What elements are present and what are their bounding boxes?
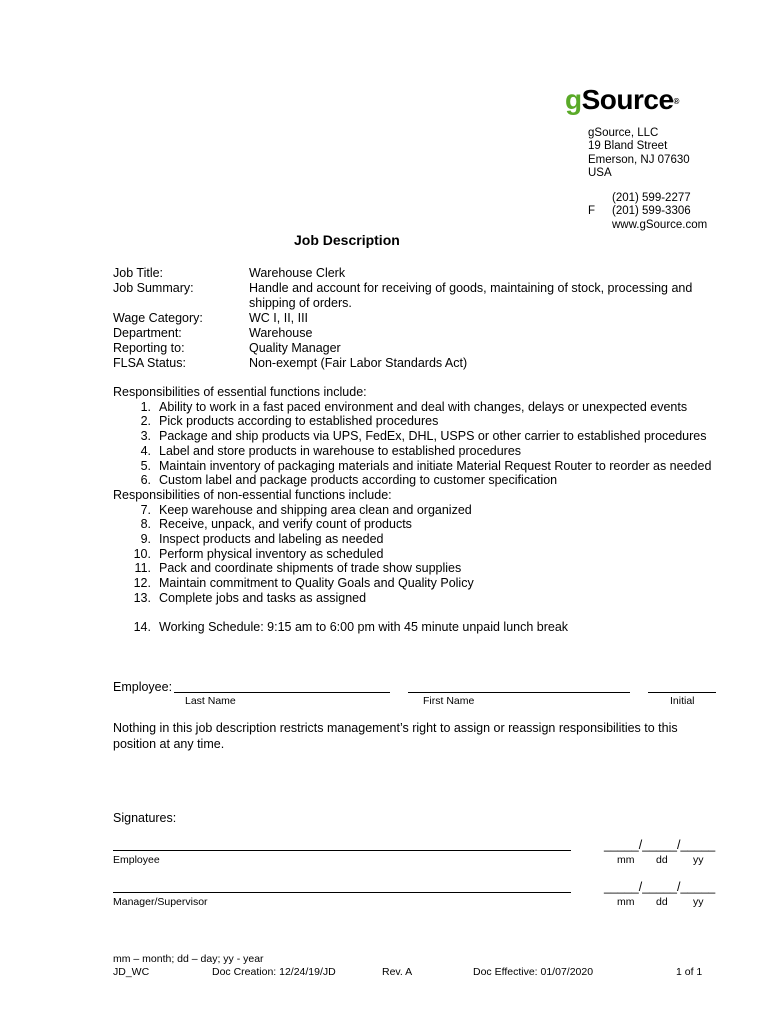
fax-label: F [588, 205, 596, 218]
list-item [113, 576, 711, 591]
mm-label: mm [617, 896, 635, 908]
list-item [113, 473, 711, 488]
item-text: Complete jobs and tasks as assigned [159, 590, 367, 605]
phone-line [588, 192, 707, 205]
item-number: 6. [140, 473, 151, 488]
item-text: Maintain commitment to Quality Goals and Quality Policy [159, 576, 474, 591]
logo-text: Source [581, 84, 674, 115]
field-value: Warehouse [249, 326, 313, 340]
list-item [113, 591, 711, 606]
item-text: Package and ship products via UPS, FedEx, DHL, USPS or other carrier to established procedures [159, 429, 707, 444]
field-job-title [113, 266, 704, 281]
employee-date-field[interactable]: _____/_____/_____ [604, 838, 716, 852]
signatures-heading: Signatures: [113, 811, 177, 825]
list-item [113, 532, 711, 547]
list-item [113, 459, 711, 474]
field-value: Quality Manager [249, 341, 341, 355]
item-number: 12. [133, 576, 151, 591]
list-item [113, 444, 711, 459]
date-legend: mm – month; dd – day; yy - year [113, 953, 264, 965]
field-value: Handle and account for receiving of goods, maintaining of stock, processing and shipping of orders. [249, 281, 693, 310]
employee-label: Employee: [113, 680, 173, 694]
dd-label: dd [656, 854, 668, 866]
fax-line [588, 205, 707, 218]
item-text: Custom label and package products according to customer specification [159, 473, 558, 488]
document-title: Job Description [294, 232, 400, 248]
item-text: Maintain inventory of packaging materials and initiate Material Request Router to reorder as needed [159, 458, 712, 473]
company-name: gSource, LLC [588, 127, 659, 139]
initial-caption: Initial [670, 695, 695, 707]
field-label: Wage Category: [113, 311, 203, 325]
nonessential-heading: Responsibilities of non-essential functions include: [113, 487, 392, 502]
item-number: 11. [134, 561, 151, 576]
first-name-caption: First Name [423, 695, 475, 707]
list-item [113, 400, 711, 415]
schedule-item [113, 620, 711, 635]
item-number: 3. [140, 429, 151, 444]
list-item [113, 429, 711, 444]
company-contact [588, 192, 707, 232]
doc-effective: Doc Effective: 01/07/2020 [473, 966, 594, 978]
item-number: 2. [140, 414, 151, 429]
field-wage-category [113, 311, 704, 326]
mm-label: mm [617, 854, 635, 866]
employee-signature-line[interactable] [113, 850, 571, 851]
employee-signature-label: Employee [113, 854, 160, 866]
manager-signature-line[interactable] [113, 892, 571, 893]
revision: Rev. A [382, 966, 413, 978]
essential-heading: Responsibilities of essential functions include: [113, 385, 367, 399]
job-fields [113, 266, 704, 371]
list-item [113, 561, 711, 576]
field-value: WC I, II, III [249, 311, 309, 325]
field-label: Reporting to: [113, 341, 185, 355]
doc-creation: Doc Creation: 12/24/19/JD [212, 966, 336, 978]
item-number: 10. [133, 546, 151, 561]
item-text: Receive, unpack, and verify count of products [159, 517, 412, 532]
item-text: Working Schedule: 9:15 am to 6:00 pm with 45 minute unpaid lunch break [159, 619, 569, 634]
company-address [588, 127, 690, 181]
item-number: 7. [140, 502, 151, 517]
website-line [588, 219, 707, 232]
field-flsa-status [113, 356, 704, 371]
yy-label: yy [693, 896, 704, 908]
field-job-summary [113, 281, 704, 311]
item-number: 4. [140, 443, 151, 458]
item-text: Pack and coordinate shipments of trade show supplies [159, 561, 462, 576]
list-item [113, 517, 711, 532]
company-country: USA [588, 167, 612, 180]
manager-date-field[interactable]: _____/_____/_____ [604, 880, 716, 894]
field-label: Job Summary: [113, 281, 194, 295]
field-label: FLSA Status: [113, 356, 186, 370]
manager-signature-label: Manager/Supervisor [113, 896, 208, 908]
field-label: Job Title: [113, 266, 164, 280]
item-text: Pick products according to established procedures [159, 414, 439, 429]
field-department [113, 326, 704, 341]
dd-label: dd [656, 896, 668, 908]
company-street: 19 Bland Street [588, 140, 668, 153]
field-value: Warehouse Clerk [249, 266, 346, 280]
company-website[interactable]: www.gSource.com [612, 218, 708, 231]
item-number: 9. [140, 532, 151, 547]
responsibilities [113, 385, 711, 634]
fax-number: (201) 599-3306 [612, 205, 691, 218]
item-text: Inspect products and labeling as needed [159, 532, 384, 547]
item-number: 14. [133, 619, 151, 634]
company-logo [565, 84, 679, 116]
item-number: 5. [140, 458, 151, 473]
item-text: Perform physical inventory as scheduled [159, 546, 384, 561]
item-number: 8. [140, 517, 151, 532]
doc-id: JD_WC [113, 966, 150, 978]
initial-line[interactable] [648, 692, 716, 693]
page-number: 1 of 1 [676, 966, 703, 978]
yy-label: yy [693, 854, 704, 866]
item-text: Ability to work in a fast paced environment and deal with changes, delays or unexpected events [159, 399, 688, 414]
list-item [113, 547, 711, 562]
disclaimer-text: Nothing in this job description restricts management’s right to assign or reassign responsibilities to this position at any time. [113, 721, 678, 751]
field-label: Department: [113, 326, 182, 340]
list-item [113, 414, 711, 429]
phone-number: (201) 599-2277 [612, 192, 691, 204]
field-value: Non-exempt (Fair Labor Standards Act) [249, 356, 468, 370]
logo-g: g [565, 84, 582, 115]
first-name-line[interactable] [408, 692, 630, 693]
last-name-line[interactable] [174, 692, 390, 693]
field-reporting-to [113, 341, 704, 356]
item-text: Keep warehouse and shipping area clean and organized [159, 502, 472, 517]
registered-mark: ® [673, 97, 679, 107]
list-item [113, 503, 711, 518]
item-number: 13. [133, 590, 151, 605]
last-name-caption: Last Name [185, 695, 236, 707]
item-text: Label and store products in warehouse to established procedures [159, 443, 522, 458]
item-number: 1. [140, 399, 151, 414]
company-city: Emerson, NJ 07630 [588, 153, 690, 166]
